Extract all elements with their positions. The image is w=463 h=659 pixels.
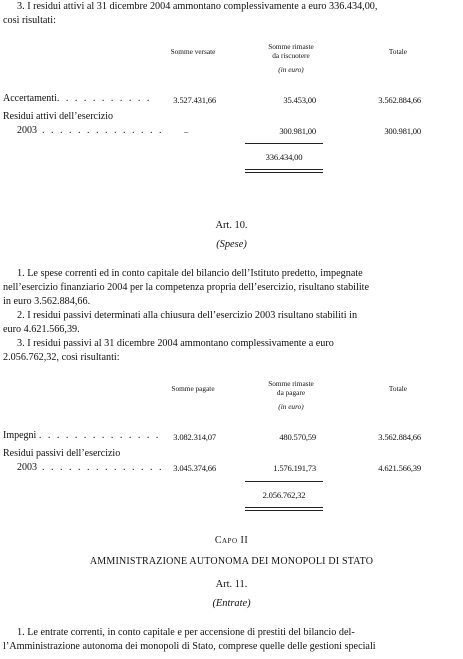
table1-header-col1: Somme versate [170,47,216,56]
table2-row2-label-b [17,462,164,473]
table1-row1-label [3,93,151,104]
table2-double-rule-1 [245,507,323,508]
table1-header-col2c: (in euro) [278,65,304,74]
capo-title: Capo II [214,535,249,546]
table2-row1-dots: . . . . . . . . . . . . . . [38,430,161,441]
table2-row1-col1: 3.082.314,07 [173,432,216,442]
table1-row1-col1: 3.527.431,66 [173,95,216,105]
table2-header-col2b: da pagare [276,388,306,397]
art10-p2-line1: 2. I residui passivi determinati alla chiusura dell’esercizio 2003 risultano stabiliti in [17,310,358,321]
table2-sum-rule [245,481,323,482]
table2-header-col2a: Somme rimaste [268,379,314,388]
table2-header-col1: Somme pagate [171,384,215,393]
art10-p3-line2: 2.056.762,32, così risultanti: [3,352,120,363]
table2-double-rule-2 [245,510,323,511]
table1-row1-dots: . . . . . . . . . . . [56,93,152,104]
table2-row1-label-text: Impegni [3,430,37,441]
art10-p2-line2: euro 4.621.566,39. [3,324,80,335]
table1-row2-col3: 300.981,00 [384,126,421,136]
table1-double-rule-2 [245,172,323,173]
art10-title: Art. 10. [215,220,248,231]
table2-row2-col2: 1.576.191,73 [273,463,316,473]
table1-row2-label-a: Residui attivi dell’esercizio [3,111,113,122]
table1-header-col3: Totale [388,47,408,56]
table1-row1-label-text: Accertamenti [3,93,57,104]
table2-row2-year: 2003 [17,462,37,473]
para-3-line-1: 3. I residui attivi al 31 dicembre 2004 ammontano complessivamente a euro 336.434,00, [17,1,378,12]
table2-header-col3: Totale [388,384,408,393]
art11-p1-line1: 1. Le entrate correnti, in conto capitale e per accensione di prestiti del bilancio del- [17,627,355,638]
table2-row1-col2: 480.570,59 [279,432,316,442]
art10-p1-line1: 1. Le spese correnti ed in conto capitale del bilancio dell’Istituto predetto, impegnate [17,268,363,279]
table1-subtotal: 336.434,00 [265,152,303,162]
art10-p3-line1: 3. I residui passivi al 31 dicembre 2004 ammontano complessivamente a euro [17,338,334,349]
table1-row1-col2: 35.453,00 [283,95,316,105]
table2-row2-col1: 3.045.374,66 [173,463,216,473]
para-3-line-2: così risultati: [3,15,56,26]
table1-row2-label-b [17,125,164,136]
table1-sum-rule [245,143,323,144]
art11-title: Art. 11. [215,579,248,590]
table1-double-rule-1 [245,169,323,170]
table1-row2-col2: 300.981,00 [279,126,316,136]
table2-row2-dots: . . . . . . . . . . . . . . [42,462,164,473]
table1-row2-col1: – [183,126,189,136]
table1-row2-year: 2003 [17,125,37,136]
table2-subtotal: 2.056.762,32 [262,490,306,500]
table2-header-col2c: (in euro) [278,402,304,411]
table1-row2-dots: . . . . . . . . . . . . . . [42,125,164,136]
art11-subtitle: (Entrate) [212,598,251,609]
art11-p1-line2: l’Amministrazione autonoma dei monopoli di Stato, comprese quelle delle gestioni speciali [3,641,376,652]
table1-header-col2a: Somme rimaste [268,42,314,51]
art10-subtitle: (Spese) [216,239,247,250]
table2-row2-label-a: Residui passivi dell’esercizio [3,448,121,459]
table1-row1-col3: 3.562.884,66 [378,95,421,105]
table2-row1-label [3,430,160,441]
art10-p1-line3: in euro 3.562.884,66. [3,296,91,307]
table2-row1-col3: 3.562.884,66 [378,432,421,442]
art10-p1-line2: nell’esercizio finanziario 2004 per la competenza propria dell’esercizio, risultano stabilite [3,282,370,293]
table2-row2-col3: 4.621.566,39 [378,463,421,473]
table1-header-col2b: da riscuotere [272,51,310,60]
capo-heading: AMMINISTRAZIONE AUTONOMA DEI MONOPOLI DI STATO [89,556,374,567]
